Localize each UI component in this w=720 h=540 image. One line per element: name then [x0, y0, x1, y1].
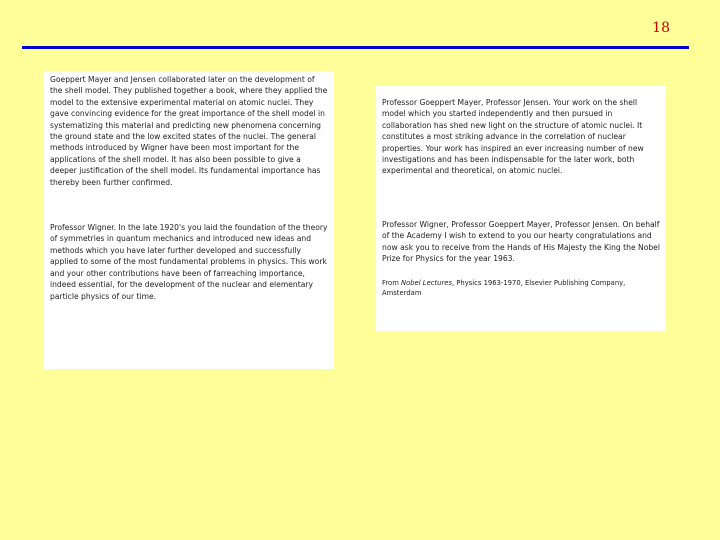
left-text-panel	[44, 71, 334, 369]
source-citation	[382, 278, 661, 298]
right-text-panel	[376, 86, 666, 331]
left-paragraph-wigner: Professor Wigner. In the late 1920's you laid the foundation of the theory of symmetries in quantum mechanics and introduced new ideas and methods which you have later further developed and successfully applied to some of the most fundamental problems in physics. This work and your other contributions have been of farreaching importance, indeed essential, for the development of the nuclear and elementary particle physics of our time.	[50, 223, 328, 301]
source-rest: , Physics 1963-1970, Elsevier Publishing Company, Amsterdam	[382, 279, 626, 298]
source-prefix: From	[382, 279, 401, 288]
page-number: 18	[652, 20, 670, 36]
right-paragraph-congratulations: Professor Wigner, Professor Goeppert Mayer, Professor Jensen. On behalf of the Academy I wish to extend to you our hearty congratulations and now ask you to receive from the Hands of His Majesty the King the Nobel Prize for Physics for the year 1963.	[382, 219, 660, 264]
source-title: Nobel Lectures	[401, 279, 452, 288]
left-paragraph-shell-model-book: Goeppert Mayer and Jensen collaborated later on the development of the shell model. They published together a book, where they applied the model to the extensive experimental material on atomic nuclei. They gave convincing evidence for the great importance of the shell model in systematizing this material and predicting new phenomena concerning the ground state and the low excited states of the nuclei. The general methods introduced by Wigner have been most important for the applications of the shell model. It has also been possible to give a deeper justification of the shell model. Its fundamental importance has thereby been further confirmed.	[50, 75, 328, 187]
right-paragraph-mayer-jensen: Professor Goeppert Mayer, Professor Jensen. Your work on the shell model which you started independently and then pursued in collaboration has shed new light on the structure of atomic nuclei. It constitutes a most striking advance in the correlation of nuclear properties. Your work has inspired an ever increasing number of new investigations and has been indispensable for the later work, both experimental and theoretical, on atomic nuclei.	[382, 98, 644, 176]
title-divider	[22, 46, 689, 49]
